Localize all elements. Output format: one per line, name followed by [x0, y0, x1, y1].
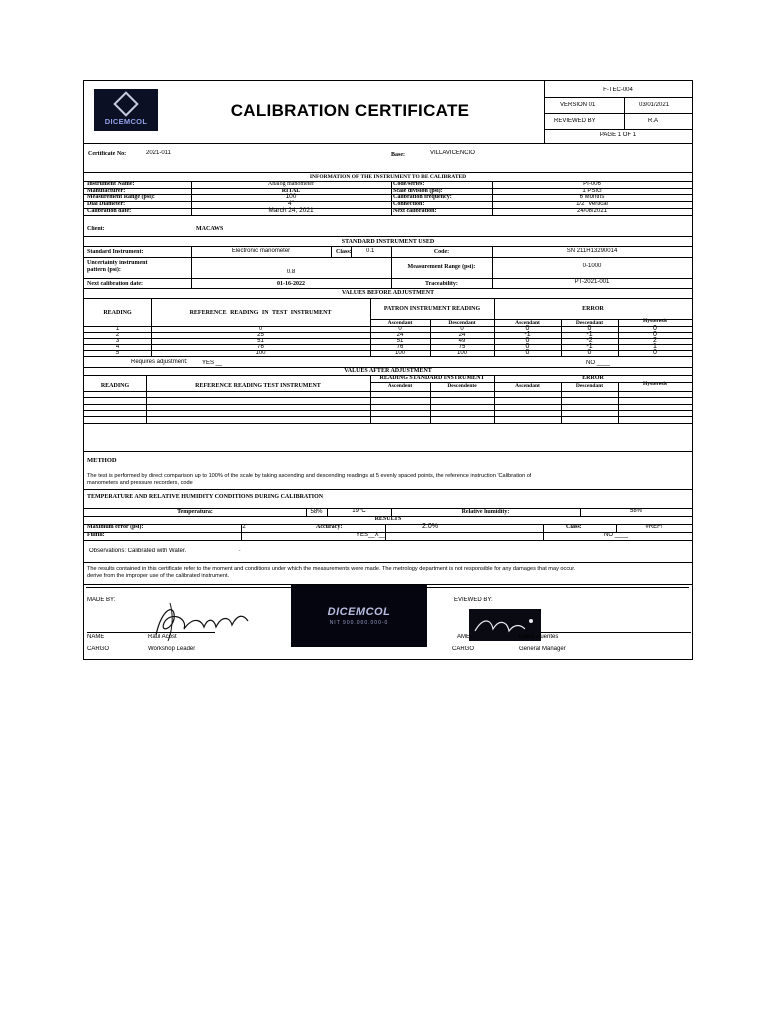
- before-row-3-reference: 51: [257, 338, 264, 344]
- next-calibration-label: Next calibration:: [393, 208, 437, 214]
- scale-division-value: 1 PSIG: [582, 188, 602, 194]
- before-row-5-err-asc: 0: [525, 349, 530, 356]
- before-row-2-reference: 25: [257, 332, 264, 338]
- standard-section-title: STANDARD INSTRUMENT USED: [341, 239, 435, 245]
- after-header-error-descendant: Descendant: [575, 383, 604, 389]
- before-row-5-err-desc: 0: [587, 349, 592, 356]
- accuracy-label: Accuracy:: [316, 524, 343, 530]
- standard-class-value: 0.1: [366, 248, 375, 254]
- requires-adjustment-yes: YES __: [202, 360, 223, 366]
- logo-text: DICEMCOL: [104, 116, 148, 126]
- observations-dot: .: [239, 547, 241, 553]
- before-row-3-err-desc: -2: [586, 337, 593, 344]
- standard-range-label: Measurement Range (psi):: [407, 264, 476, 270]
- cargo-made-by: Workshop Leader: [148, 646, 196, 652]
- after-header-reference: REFERENCE READING TEST INSTRUMENT: [195, 383, 321, 389]
- standard-instrument-label: Standard Instrument:: [87, 249, 144, 255]
- accuracy-value: 2.0%: [422, 523, 438, 530]
- observations-text: Observations: Calibrated with Water.: [89, 548, 187, 554]
- standard-range-value: 0-1000: [582, 263, 602, 269]
- before-row-1-err-asc: 0: [525, 325, 530, 332]
- reviewed-by-value: R.A: [648, 118, 659, 124]
- before-header-reading: READING: [103, 310, 132, 316]
- fulfill-no: NO ____: [604, 532, 629, 538]
- certificate-number-label: Certificate No:: [88, 151, 127, 157]
- after-section-title: VALUES AFTER ADJUSTMENT: [344, 368, 432, 374]
- before-row-2-err-desc: -1: [586, 331, 593, 338]
- stamp-subtext: NIT 900.000.000-0: [329, 620, 389, 626]
- client-label: Client:: [87, 226, 105, 232]
- measurement-range-label: Measurement Range (psi):: [87, 194, 155, 200]
- after-header-error-ascendant: Ascendant: [515, 383, 540, 389]
- scale-division-label: Scale division (psi):: [393, 188, 443, 194]
- after-header-error: ERROR: [582, 375, 604, 381]
- company-stamp: [291, 585, 427, 647]
- made-by-label: MADE BY:: [87, 597, 116, 603]
- before-header-hysteresis: Hysteresis: [642, 318, 668, 324]
- calibration-date-label: Calibration date:: [87, 208, 132, 214]
- reviewed-by-label: REVIEWED BY: [554, 118, 596, 124]
- before-row-5-hysteresis: 0: [653, 349, 657, 356]
- before-row-3-reading: 3: [115, 338, 120, 344]
- before-row-2-asc: 24: [396, 332, 404, 338]
- before-row-4-reference: 76: [257, 344, 264, 350]
- before-row-2-hysteresis: 0: [653, 331, 657, 338]
- class-value: #REF!: [645, 524, 663, 530]
- logo-diamond-icon: [113, 91, 138, 116]
- before-row-4-err-asc: 0: [525, 343, 530, 350]
- uncertainty-value: 0.8: [286, 269, 296, 275]
- code-series-label: Code/series:: [393, 181, 425, 187]
- before-header-ascendant: Ascendant: [387, 320, 413, 326]
- relative-humidity-label: Relative humidity:: [461, 509, 510, 515]
- page-title: CALIBRATION CERTIFICATE: [230, 101, 470, 120]
- before-row-1-err-desc: 0: [587, 325, 592, 332]
- method-text-line2: manometers and pressure recorders, code: [87, 480, 193, 486]
- requires-adjustment-no: NO ____: [586, 360, 611, 366]
- manufacturer-value: RITAL: [281, 188, 301, 194]
- page-number: PAGE 1 OF 1: [599, 132, 637, 138]
- temperature-label: Temperatura:: [177, 509, 213, 515]
- before-row-3-asc: 51: [396, 338, 404, 344]
- before-row-3-hysteresis: 2: [653, 337, 657, 344]
- name-label-made-by: NAME: [87, 634, 105, 640]
- before-row-4-asc: 76: [396, 344, 404, 350]
- before-row-3-desc: 49: [458, 338, 466, 344]
- standard-class-label: Class:: [336, 249, 352, 255]
- instrument-section-title: INFORMATION OF THE INSTRUMENT TO BE CALIBRATED: [309, 174, 467, 180]
- version-label: VERSION 01: [560, 102, 596, 108]
- before-row-2-err-asc: -1: [524, 331, 531, 338]
- measurement-range-value: 100: [285, 193, 297, 200]
- version-date: 03/01/2021: [639, 102, 670, 108]
- name-made-by: Raul Acost: [148, 634, 177, 640]
- next-calibration-value: 24/08/2021: [576, 208, 608, 214]
- certificate-number: 2021-011: [146, 150, 171, 156]
- before-row-1-asc: 0: [398, 326, 402, 332]
- traceability-label: Traceability:: [425, 281, 458, 287]
- fulfill-yes: YES__X__: [356, 532, 386, 538]
- uncertainty-label-line2: pattern (psi):: [87, 267, 121, 273]
- dial-diameter-label: Dial Diameter:: [87, 201, 126, 207]
- before-header-patron: PATRON INSTRUMENT READING: [383, 306, 481, 312]
- before-row-1-reference: 0: [258, 326, 263, 332]
- temperature-value: 19°C: [352, 508, 366, 514]
- before-header-error-ascendant: Ascendant: [515, 320, 540, 326]
- before-row-5-desc: 100: [456, 350, 467, 356]
- before-row-5-reference: 100: [255, 350, 266, 356]
- before-row-5-asc: 100: [394, 350, 405, 356]
- temperature-percent: 58%: [310, 509, 323, 515]
- cargo-label-made-by: CARGO: [87, 646, 110, 652]
- relative-humidity-value: 58%: [629, 508, 642, 514]
- company-logo: [94, 89, 158, 131]
- cargo-label-reviewed-by: CARGO: [452, 646, 475, 652]
- after-header-hysteresis: Hysteresis: [642, 381, 668, 387]
- standard-instrument-value: Electronic manometer: [231, 248, 291, 254]
- before-row-3-err-asc: 0: [525, 337, 530, 344]
- before-header-reference: REFERENCE READING IN TEST INSTRUMENT: [189, 310, 332, 316]
- disclaimer-line1: The results contained in this certificate refer to the moment and conditions under which the measurements were made. The metrology department is not responsible for any damages that may occur.: [87, 566, 576, 572]
- results-title: RESULTS: [374, 516, 402, 522]
- calibration-certificate: [83, 80, 693, 660]
- connection-value: 1/2" Vertical: [576, 201, 608, 207]
- before-row-4-hysteresis: 1: [653, 343, 657, 350]
- standard-next-date-label: Next calibration date:: [87, 281, 143, 287]
- after-header-descendente: Descendente: [447, 383, 477, 389]
- client-value: MACAWS: [196, 226, 224, 232]
- before-row-2-desc: 24: [458, 332, 466, 338]
- method-title: METHOD: [87, 457, 117, 464]
- reviewed-by-signature-label: EVIEWED BY:: [454, 597, 493, 603]
- manufacturer-label: Manufacturer:: [87, 188, 126, 194]
- before-header-error-descendant: Descendant: [575, 320, 604, 326]
- class-label: Class:: [566, 524, 582, 530]
- calibration-date-value: March 24, 2021: [268, 207, 314, 214]
- connection-label: Connection:: [393, 201, 425, 207]
- code-series-value: PI-006: [583, 181, 601, 187]
- before-row-1-desc: 0: [460, 326, 464, 332]
- standard-code-value: SN 211H13290014: [566, 248, 618, 254]
- before-row-4-reading: 4: [115, 344, 120, 350]
- name-reviewed-by: Diana Puentes: [519, 634, 559, 640]
- after-header-ascendent: Ascendent: [387, 383, 413, 389]
- standard-code-label: Code:: [433, 249, 450, 255]
- dial-diameter-value: 4": [288, 200, 294, 207]
- before-row-4-desc: 75: [458, 344, 466, 350]
- instrument-name-label: Instrument Name:: [87, 181, 135, 187]
- max-error-value: 2: [242, 524, 246, 530]
- before-row-4-err-desc: -1: [586, 343, 593, 350]
- stamp-text: DICEMCOL: [327, 606, 391, 618]
- fulfill-label: Fulfill:: [87, 532, 105, 538]
- instrument-name: Analog manometer: [267, 181, 315, 187]
- max-error-label: Maximum error (psi):: [87, 524, 144, 530]
- conditions-title: TEMPERATURE AND RELATIVE HUMIDITY CONDITIONS DURING CALIBRATION: [87, 494, 324, 500]
- base-label: Base:: [391, 152, 405, 158]
- base-value: VILLAVICENCIO: [430, 150, 475, 156]
- calibration-frequency-label: Calibration frequency:: [393, 194, 452, 200]
- before-row-2-reading: 2: [115, 332, 120, 338]
- before-header-error: ERROR: [582, 306, 604, 312]
- form-code: F-TEC-004: [603, 87, 633, 93]
- calibration-frequency-value: 6 Months: [579, 194, 605, 200]
- after-header-reading: READING: [100, 383, 130, 389]
- before-header-descendant: Descendant: [448, 320, 476, 326]
- method-text-line1: The test is performed by direct comparison up to 100% of the scale by taking ascending and descending readings at 5 evenly spaced points, the reference instruction 'Calibration of: [87, 473, 532, 479]
- disclaimer-line2: derive from the improper use of the calibrated instrument.: [87, 573, 230, 579]
- traceability-value: PT-2021-001: [574, 279, 610, 285]
- after-header-standard: READING STANDARD INSTRUMENT: [379, 375, 485, 381]
- before-row-1-hysteresis: 0: [653, 325, 657, 332]
- uncertainty-label-line1: Uncertainty instrument: [87, 260, 148, 266]
- requires-adjustment-label: Requires adjustment:: [131, 359, 188, 365]
- before-row-1-reading: 1: [115, 326, 120, 332]
- standard-next-date-value: 01-16-2022: [277, 281, 305, 287]
- before-section-title: VALUES BEFORE ADJUSTMENT: [341, 290, 435, 296]
- before-row-5-reading: 5: [115, 350, 120, 356]
- name-label-reviewed-by: AME: [457, 634, 471, 640]
- cargo-reviewed-by: General Manager: [519, 646, 566, 652]
